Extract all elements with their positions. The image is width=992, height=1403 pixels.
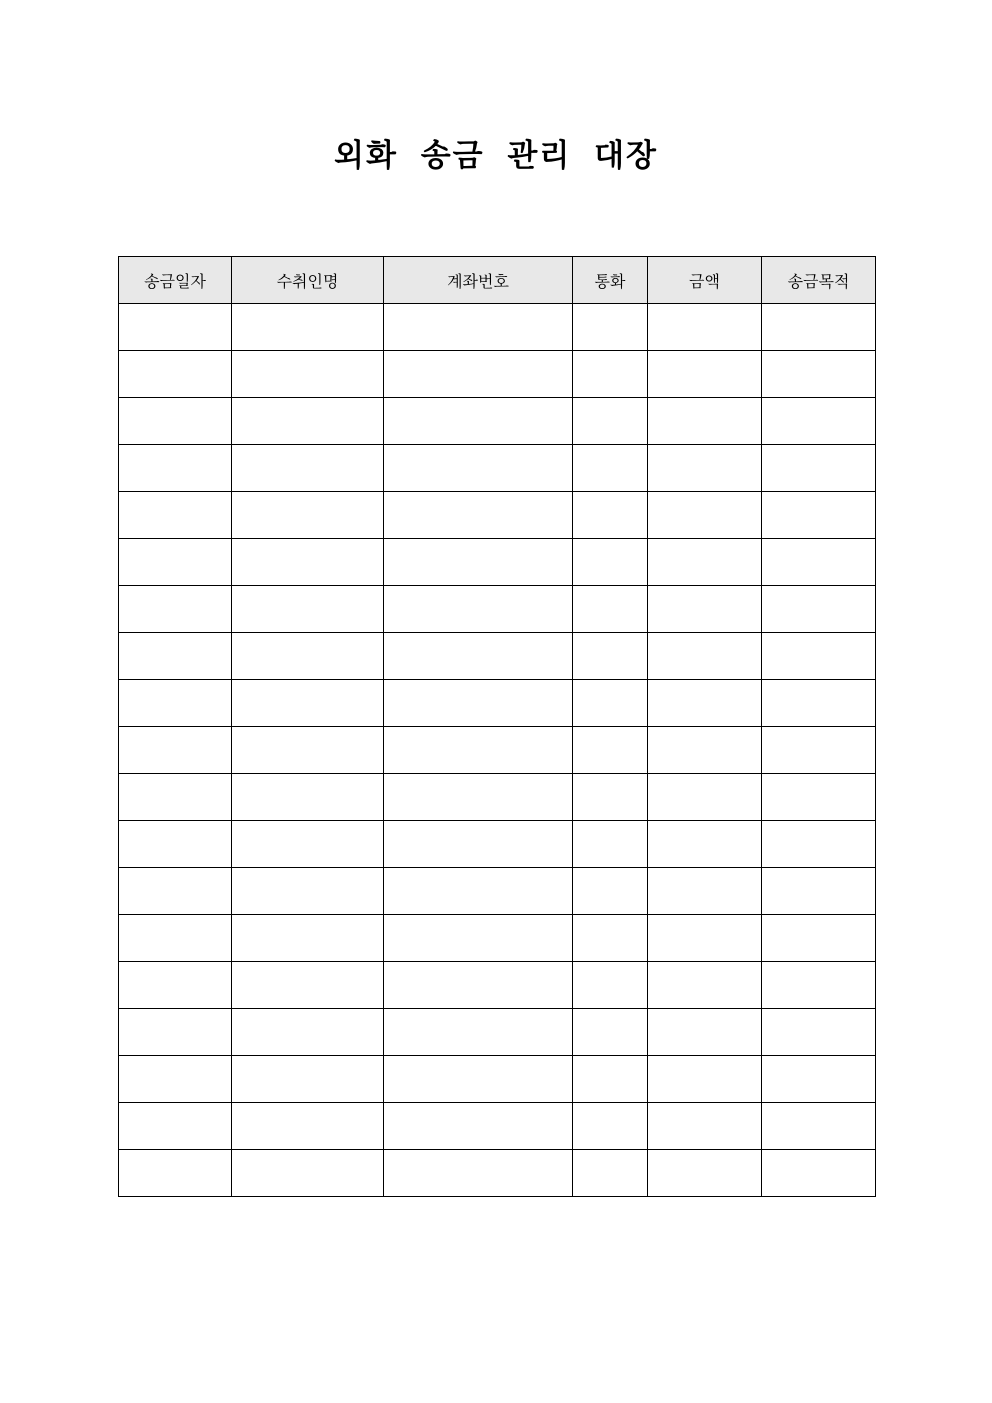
- currency-cell[interactable]: [573, 821, 648, 868]
- remittance-date-cell[interactable]: [119, 492, 232, 539]
- table-row: [119, 821, 876, 868]
- recipient-name-cell[interactable]: [232, 492, 384, 539]
- remittance-date-cell[interactable]: [119, 680, 232, 727]
- table-row: [119, 586, 876, 633]
- remittance-purpose-cell[interactable]: [762, 1150, 876, 1197]
- table-row: [119, 445, 876, 492]
- recipient-name-cell[interactable]: [232, 398, 384, 445]
- table-body: [119, 304, 876, 1197]
- account-number-cell[interactable]: [384, 1056, 573, 1103]
- amount-cell[interactable]: [648, 304, 762, 351]
- amount-cell[interactable]: [648, 351, 762, 398]
- recipient-name-cell[interactable]: [232, 868, 384, 915]
- remittance-purpose-cell[interactable]: [762, 962, 876, 1009]
- document-title: 외화 송금 관리 대장: [334, 138, 658, 174]
- recipient-name-cell[interactable]: [232, 821, 384, 868]
- remittance-purpose-cell[interactable]: [762, 1056, 876, 1103]
- table-row: [119, 868, 876, 915]
- column-header-remittance-purpose: 송금목적: [762, 257, 876, 304]
- amount-cell[interactable]: [648, 492, 762, 539]
- remittance-date-cell[interactable]: [119, 915, 232, 962]
- currency-cell[interactable]: [573, 1056, 648, 1103]
- currency-cell[interactable]: [573, 1150, 648, 1197]
- account-number-cell[interactable]: [384, 398, 573, 445]
- remittance-purpose-cell[interactable]: [762, 915, 876, 962]
- remittance-date-cell[interactable]: [119, 539, 232, 586]
- recipient-name-cell[interactable]: [232, 680, 384, 727]
- account-number-cell[interactable]: [384, 1150, 573, 1197]
- remittance-date-cell[interactable]: [119, 1009, 232, 1056]
- recipient-name-cell[interactable]: [232, 586, 384, 633]
- recipient-name-cell[interactable]: [232, 774, 384, 821]
- currency-cell[interactable]: [573, 492, 648, 539]
- recipient-name-cell[interactable]: [232, 727, 384, 774]
- amount-cell[interactable]: [648, 821, 762, 868]
- table-row: [119, 962, 876, 1009]
- amount-cell[interactable]: [648, 774, 762, 821]
- account-number-cell[interactable]: [384, 445, 573, 492]
- remittance-date-cell[interactable]: [119, 586, 232, 633]
- remittance-purpose-cell[interactable]: [762, 539, 876, 586]
- account-number-cell[interactable]: [384, 492, 573, 539]
- currency-cell[interactable]: [573, 868, 648, 915]
- currency-cell[interactable]: [573, 304, 648, 351]
- remittance-purpose-cell[interactable]: [762, 727, 876, 774]
- remittance-date-cell[interactable]: [119, 868, 232, 915]
- remittance-purpose-cell[interactable]: [762, 304, 876, 351]
- currency-cell[interactable]: [573, 586, 648, 633]
- currency-cell[interactable]: [573, 727, 648, 774]
- table-row: [119, 304, 876, 351]
- table-row: [119, 492, 876, 539]
- account-number-cell[interactable]: [384, 915, 573, 962]
- remittance-purpose-cell[interactable]: [762, 821, 876, 868]
- table-row: [119, 398, 876, 445]
- currency-cell[interactable]: [573, 445, 648, 492]
- amount-cell[interactable]: [648, 1150, 762, 1197]
- recipient-name-cell[interactable]: [232, 304, 384, 351]
- amount-cell[interactable]: [648, 633, 762, 680]
- amount-cell[interactable]: [648, 1103, 762, 1150]
- remittance-ledger-table: [118, 256, 876, 1197]
- column-header-amount: 금액: [648, 257, 762, 304]
- amount-cell[interactable]: [648, 915, 762, 962]
- table-row: [119, 633, 876, 680]
- remittance-purpose-cell[interactable]: [762, 351, 876, 398]
- remittance-purpose-cell[interactable]: [762, 586, 876, 633]
- column-header-currency: 통화: [573, 257, 648, 304]
- currency-cell[interactable]: [573, 539, 648, 586]
- remittance-date-cell[interactable]: [119, 445, 232, 492]
- recipient-name-cell[interactable]: [232, 351, 384, 398]
- remittance-date-cell[interactable]: [119, 1150, 232, 1197]
- remittance-date-cell[interactable]: [119, 821, 232, 868]
- remittance-date-cell[interactable]: [119, 727, 232, 774]
- remittance-purpose-cell[interactable]: [762, 633, 876, 680]
- table-row: [119, 539, 876, 586]
- remittance-purpose-cell[interactable]: [762, 1009, 876, 1056]
- remittance-date-cell[interactable]: [119, 962, 232, 1009]
- account-number-cell[interactable]: [384, 868, 573, 915]
- amount-cell[interactable]: [648, 727, 762, 774]
- table-row: [119, 774, 876, 821]
- account-number-cell[interactable]: [384, 539, 573, 586]
- currency-cell[interactable]: [573, 680, 648, 727]
- amount-cell[interactable]: [648, 445, 762, 492]
- currency-cell[interactable]: [573, 1009, 648, 1056]
- remittance-purpose-cell[interactable]: [762, 492, 876, 539]
- recipient-name-cell[interactable]: [232, 1056, 384, 1103]
- amount-cell[interactable]: [648, 1056, 762, 1103]
- recipient-name-cell[interactable]: [232, 633, 384, 680]
- recipient-name-cell[interactable]: [232, 915, 384, 962]
- account-number-cell[interactable]: [384, 727, 573, 774]
- amount-cell[interactable]: [648, 539, 762, 586]
- amount-cell[interactable]: [648, 1009, 762, 1056]
- currency-cell[interactable]: [573, 915, 648, 962]
- amount-cell[interactable]: [648, 868, 762, 915]
- column-header-recipient-name: 수취인명: [232, 257, 384, 304]
- account-number-cell[interactable]: [384, 1009, 573, 1056]
- recipient-name-cell[interactable]: [232, 1150, 384, 1197]
- recipient-name-cell[interactable]: [232, 1009, 384, 1056]
- account-number-cell[interactable]: [384, 304, 573, 351]
- account-number-cell[interactable]: [384, 962, 573, 1009]
- table-row: [119, 727, 876, 774]
- remittance-date-cell[interactable]: [119, 633, 232, 680]
- amount-cell[interactable]: [648, 398, 762, 445]
- remittance-date-cell[interactable]: [119, 774, 232, 821]
- account-number-cell[interactable]: [384, 774, 573, 821]
- amount-cell[interactable]: [648, 962, 762, 1009]
- remittance-date-cell[interactable]: [119, 351, 232, 398]
- remittance-date-cell[interactable]: [119, 398, 232, 445]
- account-number-cell[interactable]: [384, 680, 573, 727]
- currency-cell[interactable]: [573, 774, 648, 821]
- currency-cell[interactable]: [573, 633, 648, 680]
- remittance-purpose-cell[interactable]: [762, 398, 876, 445]
- amount-cell[interactable]: [648, 586, 762, 633]
- table-row: [119, 915, 876, 962]
- recipient-name-cell[interactable]: [232, 1103, 384, 1150]
- remittance-purpose-cell[interactable]: [762, 868, 876, 915]
- table-row: [119, 1150, 876, 1197]
- remittance-date-cell[interactable]: [119, 304, 232, 351]
- column-header-remittance-date: 송금일자: [119, 257, 232, 304]
- remittance-date-cell[interactable]: [119, 1056, 232, 1103]
- account-number-cell[interactable]: [384, 1103, 573, 1150]
- account-number-cell[interactable]: [384, 351, 573, 398]
- currency-cell[interactable]: [573, 1103, 648, 1150]
- table-row: [119, 1103, 876, 1150]
- currency-cell[interactable]: [573, 351, 648, 398]
- account-number-cell[interactable]: [384, 586, 573, 633]
- table-row: [119, 1009, 876, 1056]
- remittance-purpose-cell[interactable]: [762, 1103, 876, 1150]
- table-row: [119, 1056, 876, 1103]
- recipient-name-cell[interactable]: [232, 962, 384, 1009]
- table-header-row: [119, 257, 876, 304]
- account-number-cell[interactable]: [384, 821, 573, 868]
- remittance-purpose-cell[interactable]: [762, 680, 876, 727]
- account-number-cell[interactable]: [384, 633, 573, 680]
- table-row: [119, 680, 876, 727]
- currency-cell[interactable]: [573, 962, 648, 1009]
- remittance-purpose-cell[interactable]: [762, 774, 876, 821]
- remittance-date-cell[interactable]: [119, 1103, 232, 1150]
- currency-cell[interactable]: [573, 398, 648, 445]
- amount-cell[interactable]: [648, 680, 762, 727]
- table-row: [119, 351, 876, 398]
- recipient-name-cell[interactable]: [232, 539, 384, 586]
- recipient-name-cell[interactable]: [232, 445, 384, 492]
- column-header-account-number: 계좌번호: [384, 257, 573, 304]
- remittance-purpose-cell[interactable]: [762, 445, 876, 492]
